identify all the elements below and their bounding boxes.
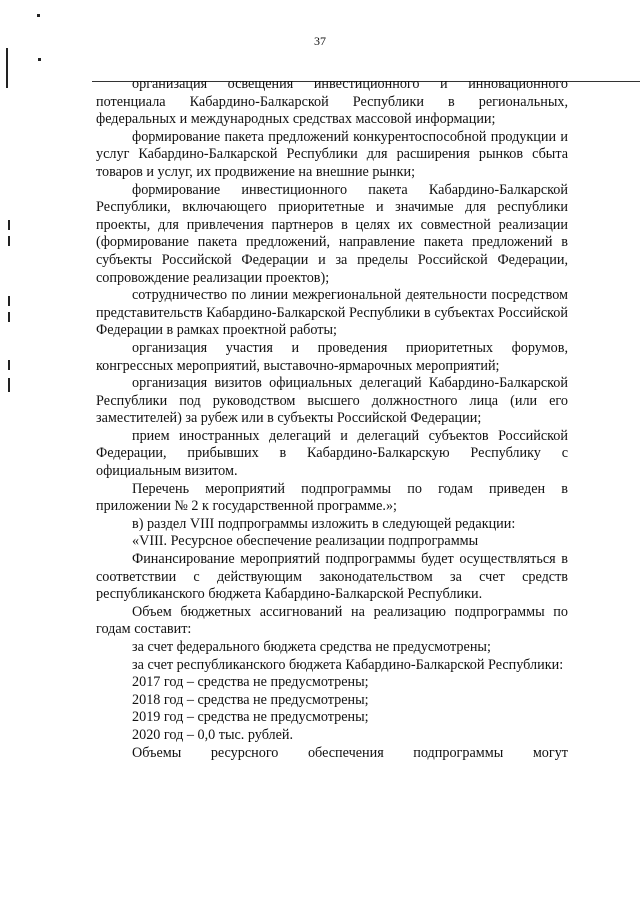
paragraph: за счет республиканского бюджета Кабардино-Балкарской Республики: bbox=[132, 656, 564, 673]
scan-mark bbox=[8, 312, 10, 322]
year-line: 2020 год – 0,0 тыс. рублей. bbox=[132, 726, 294, 743]
paragraph: формирование инвестиционного пакета Кабардино-Балкарской Республики, включающего приоритетные и значимые для республики проекты, для привлечения партнеров в целях их совместной реализации (формирование пакета предложений, направление пакета предложений в субъекты Российской Федерации и за пределы Российской Федерации, сопровождение реализации проектов); bbox=[96, 181, 568, 286]
document-body bbox=[96, 76, 568, 762]
paragraph: организация участия и проведения приоритетных форумов, конгрессных мероприятий, выставочно-ярмарочных мероприятий; bbox=[96, 339, 568, 374]
paragraph: прием иностранных делегаций и делегаций субъектов Российской Федерации, прибывших в Кабардино-Балкарскую Республику с официальным визитом. bbox=[96, 427, 568, 480]
paragraph: Перечень мероприятий подпрограммы по годам приведен в приложении № 2 к государственной программе.»; bbox=[96, 480, 568, 515]
scan-mark bbox=[8, 360, 10, 370]
paragraph: Объем бюджетных ассигнований на реализацию подпрограммы по годам составит: bbox=[96, 603, 568, 638]
year-line: 2019 год – средства не предусмотрены; bbox=[132, 709, 369, 726]
year-line: 2017 год – средства не предусмотрены; bbox=[132, 674, 369, 691]
paragraph: формирование пакета предложений конкурентоспособной продукции и услуг Кабардино-Балкарской Республики для расширения рынков сбыта товаров и услуг, их продвижение на внешние рынки; bbox=[96, 128, 568, 180]
scan-mark bbox=[38, 58, 41, 61]
paragraph: за счет федерального бюджета средства не предусмотрены; bbox=[132, 639, 491, 655]
paragraph: сотрудничество по линии межрегиональной деятельности посредством представительств Кабардино-Балкарской Республики в субъектах Российской Федерации в рамках проектной работы; bbox=[96, 287, 568, 339]
scan-mark bbox=[8, 378, 10, 392]
scan-mark bbox=[6, 48, 8, 88]
year-line: 2018 год – средства не предусмотрены; bbox=[132, 691, 369, 708]
paragraph: в) раздел VIII подпрограммы изложить в следующей редакции: bbox=[132, 515, 516, 532]
scan-mark bbox=[8, 296, 10, 306]
paragraph: организация освещения инвестиционного и инновационного потенциала Кабардино-Балкарской Республики в региональных, федеральных и международных средствах массовой информации; bbox=[96, 76, 568, 128]
scan-mark bbox=[8, 236, 10, 246]
page-number: 37 bbox=[314, 34, 326, 48]
paragraph: организация визитов официальных делегаций Кабардино-Балкарской Республики под руководством высшего должностного лица (или его заместителей) за рубеж или в субъекты Российской Федерации; bbox=[96, 375, 568, 427]
scan-mark bbox=[8, 220, 10, 230]
section-heading: «VIII. Ресурсное обеспечение реализации подпрограммы bbox=[132, 533, 479, 550]
scan-mark bbox=[37, 14, 40, 17]
paragraph: Финансирование мероприятий подпрограммы будет осуществляться в соответствии с действующим законодательством за счет средств республиканского бюджета Кабардино-Балкарской Республики. bbox=[96, 551, 568, 603]
paragraph: Объемы ресурсного обеспечения подпрограммы могут bbox=[132, 744, 568, 761]
